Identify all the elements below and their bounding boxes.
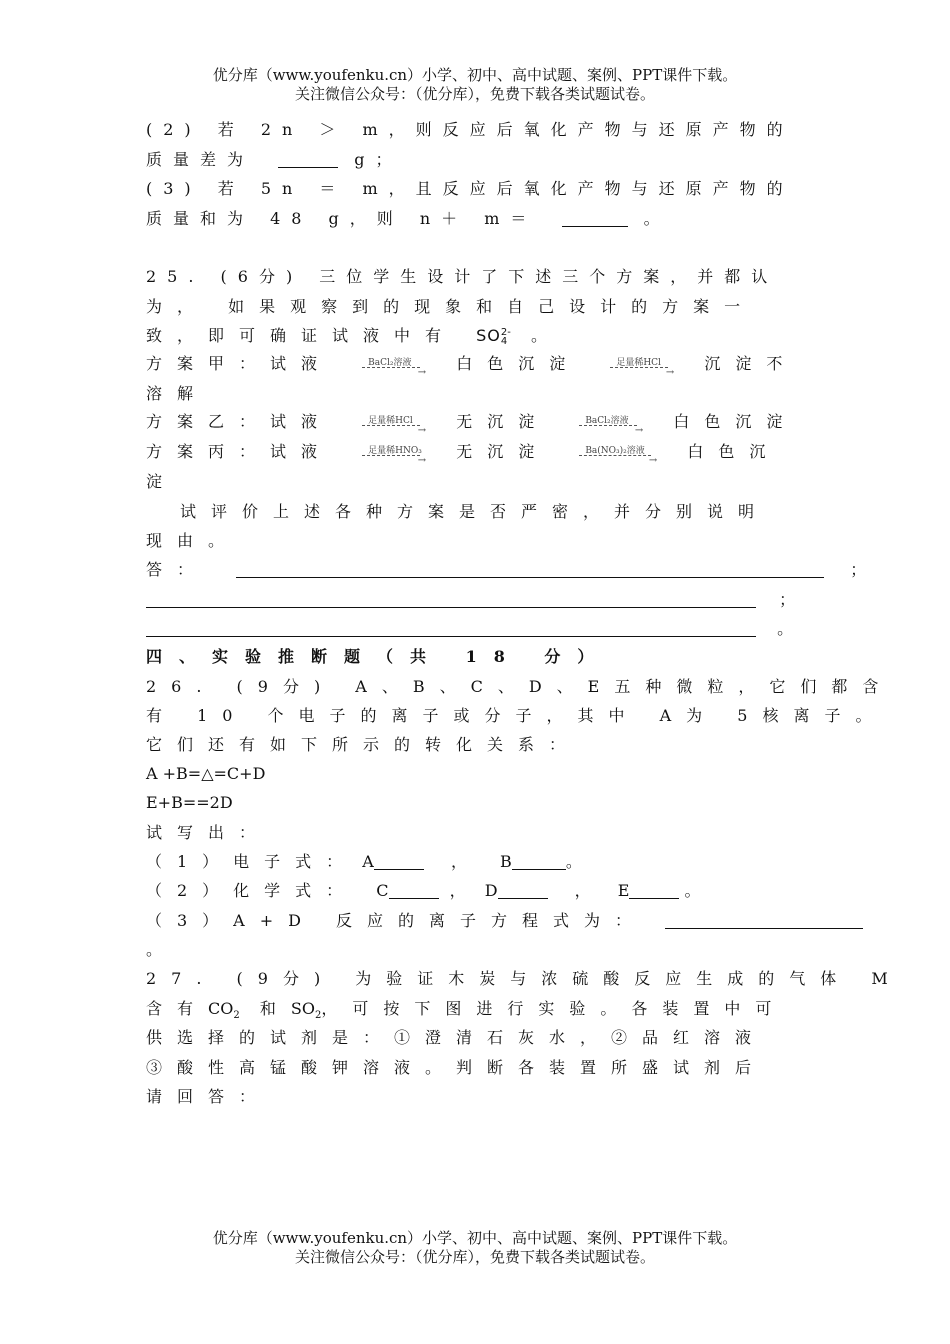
plan-c-reagent-2: Ba(NO₃)₂溶液 <box>585 445 645 456</box>
plan-a-reagent-1: BaCl₂溶液 <box>368 357 412 368</box>
chem-formula-c-blank[interactable] <box>389 882 439 899</box>
plan-c-arrow-2 <box>579 445 658 466</box>
q24-part3-line1: (3) 若 5n ＝ m，且反应后氧化产物与还原产物的 <box>146 179 794 198</box>
q25-line3-text: 致，即可确证试液中有 <box>146 326 457 345</box>
q26-sub2-line: （2）化学式： C ， D ， E 。 <box>146 881 701 900</box>
q26-line3: 它们还有如下所示的转化关系： <box>146 735 581 754</box>
header-line-2: 关注微信公众号：（优分库），免费下载各类试题试卷。 <box>294 85 655 103</box>
arrow-head-icon: → <box>417 424 427 436</box>
q26-sub2-label: （2）化学式： <box>146 881 358 900</box>
chem-formula-e-blank[interactable] <box>629 882 679 899</box>
ion-equation-blank[interactable] <box>665 912 863 929</box>
arrow-head-icon: → <box>634 424 644 436</box>
plan-b-arrow-1 <box>362 415 427 436</box>
q27-line5: 请回答： <box>146 1087 271 1106</box>
footer-line-2: 关注微信公众号：（优分库），免费下载各类试题试卷。 <box>294 1248 655 1266</box>
arrow-head-icon: → <box>417 454 427 466</box>
q25-evaluate-line1: 试评价上述各种方案是否严密，并分别说明 <box>180 502 770 521</box>
plan-b-result-2: 白色沉淀 <box>673 412 798 431</box>
so2-formula: $SO_2$ <box>290 999 322 1022</box>
q26-sub1-label: （1）电子式： <box>146 852 358 871</box>
section-4-title: 四、实验推断题（共 18 分） <box>146 647 611 666</box>
q27-line2 <box>146 997 808 1021</box>
plan-c-result-2: 白色沉 <box>687 442 781 461</box>
plan-b-label: 方案乙：试液 <box>146 412 333 431</box>
footer-line-1: 优分库（www.youfenku.cn）小学、初中、高中试题、案例、PPT课件下载。 <box>212 1229 738 1247</box>
q25-line1: 25. (6分) 三位学生设计了下述三个方案，并都认 <box>146 267 779 286</box>
q25-answer-line3 <box>146 617 808 641</box>
plan-b-reagent-1: 足量稀HCl <box>368 415 413 426</box>
header-line-1: 优分库（www.youfenku.cn）小学、初中、高中试题、案例、PPT课件下载。 <box>212 66 738 84</box>
plan-c-arrow-1 <box>362 445 427 466</box>
q24-part2-line1: (2) 若 2n ＞ m，则反应后氧化产物与还原产物的 <box>146 120 794 139</box>
plan-a-result-1: 白色沉淀 <box>456 354 581 373</box>
q24-part2-text: 质量差为 <box>146 150 255 169</box>
plan-c-reagent-1: 足量稀HNO₃ <box>368 445 422 456</box>
answer-label: 答： <box>146 560 209 579</box>
plan-c-label: 方案丙：试液 <box>146 442 333 461</box>
q25-evaluate-line2: 现由。 <box>146 531 240 550</box>
q26-sub1-b-label: B <box>500 852 512 871</box>
q26-sub2-e-label: E <box>617 881 630 900</box>
plan-a-reagent-2: 足量稀HCl <box>616 357 661 368</box>
plan-a-line <box>146 352 808 376</box>
plan-a-arrow-1 <box>362 357 427 378</box>
q26-sub2-d-label: D <box>484 881 498 900</box>
co2-formula: $CO_2$ <box>208 999 240 1022</box>
answer-blank-1[interactable] <box>236 561 824 578</box>
q26-sub3-line <box>146 909 808 933</box>
q24-part3-text: 质量和为 48 g，则 n＋ m＝ <box>146 209 538 228</box>
q25-answer-line1 <box>146 558 882 582</box>
arrow-head-icon: → <box>665 366 675 378</box>
q25-line3-end: 。 <box>530 326 562 345</box>
q24-part3-end: 。 <box>643 209 671 228</box>
plan-a-result-2: 沉淀不 <box>704 354 798 373</box>
plan-a-arrow-2 <box>610 357 675 378</box>
q26-write-prompt: 试写出： <box>146 823 271 842</box>
q26-line2: 有 10 个电子的离子或分子，其中 A为 5核离子。 <box>146 706 887 725</box>
chem-formula-d-blank[interactable] <box>498 882 548 899</box>
plan-a-label: 方案甲：试液 <box>146 354 333 373</box>
plan-a-continuation: 溶解 <box>146 384 209 403</box>
q27-line4: ③酸性高锰酸钾溶液。判断各装置所盛试剂后 <box>146 1058 767 1077</box>
plan-c-line <box>146 440 808 464</box>
q27-line2-and: 和 <box>259 999 291 1018</box>
plan-b-arrow-2 <box>579 415 644 436</box>
answer-semicolon-1: ； <box>850 560 882 579</box>
electron-formula-b-blank[interactable] <box>512 853 566 870</box>
q27-line3: 供选择的试剂是：①澄清石灰水，②品红溶液 <box>146 1028 767 1047</box>
sulfate-charge: 2- <box>500 326 511 338</box>
sulfate-formula <box>476 326 511 345</box>
q25-line2: 为， 如果观察到的现象和自己设计的方案一 <box>146 297 756 316</box>
plan-c-continuation: 淀 <box>146 472 178 491</box>
q26-line1: 26. (9分) A、B、C、D、E五种微粒，它们都含 <box>146 677 894 696</box>
page-footer <box>0 1229 950 1267</box>
q26-sub1-a-label: A <box>362 852 374 871</box>
q24-part2-unit: g； <box>354 150 403 169</box>
q24-part3-blank[interactable] <box>562 210 628 227</box>
answer-semicolon-2: ； <box>779 590 796 609</box>
page-header <box>0 66 950 104</box>
q26-sub2-c-label: C <box>376 881 389 900</box>
q27-line1: 27. (9分) 为验证木炭与浓硫酸反应生成的气体 M <box>146 969 903 988</box>
plan-b-line <box>146 410 808 434</box>
sulfate-subscript: 4 <box>500 335 508 347</box>
q27-line2-pre: 含有 <box>146 999 209 1018</box>
q26-equation-2: E+B==2D <box>146 793 233 812</box>
q26-equation-1: A +B=△=C+D <box>146 764 266 783</box>
q26-sub1-line: （1）电子式： A ， B 。 <box>146 852 582 871</box>
answer-blank-3[interactable] <box>146 620 756 637</box>
q24-part2-blank[interactable] <box>278 151 338 168</box>
q24-part3-line2 <box>146 207 808 231</box>
plan-c-result-1: 无沉淀 <box>456 442 550 461</box>
answer-period: 。 <box>777 619 794 638</box>
arrow-head-icon: → <box>417 366 427 378</box>
arrow-head-icon: → <box>648 454 658 466</box>
electron-formula-a-blank[interactable] <box>374 853 424 870</box>
q25-answer-line2 <box>146 588 808 612</box>
q26-sub3-label: （3）A+D 反应的离子方程式为： <box>146 911 647 930</box>
q25-line3 <box>146 324 808 348</box>
q27-line2-end: ，可按下图进行实验。各装置中可 <box>321 999 787 1018</box>
q24-part2-line2 <box>146 148 808 172</box>
q26-sub3-end: 。 <box>146 940 163 959</box>
plan-b-result-1: 无沉淀 <box>456 412 550 431</box>
plan-b-reagent-2: BaCl₂溶液 <box>585 415 629 426</box>
answer-blank-2[interactable] <box>146 591 756 608</box>
sulfate-symbol: SO <box>476 326 501 345</box>
